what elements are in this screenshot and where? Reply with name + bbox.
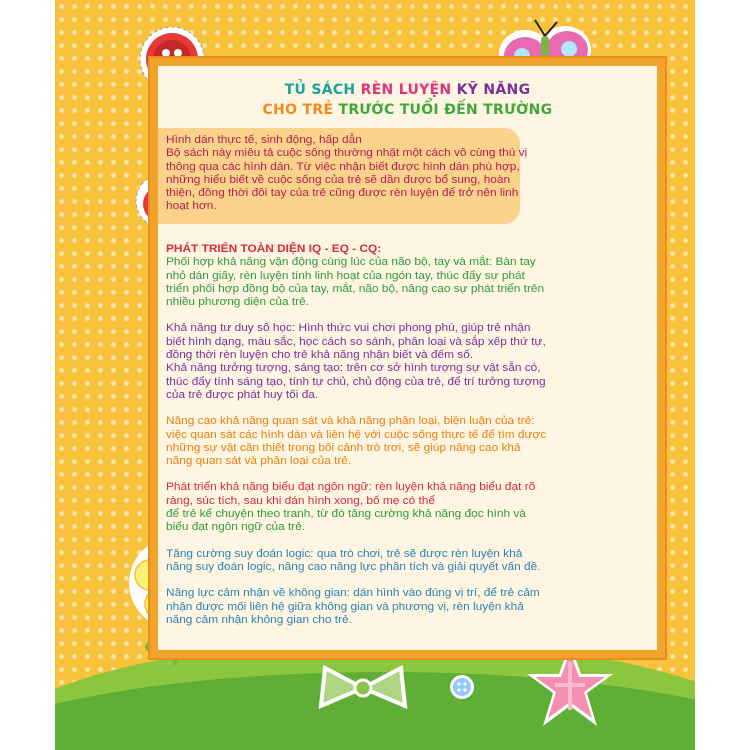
title-part: CHO TRẺ	[262, 102, 339, 118]
title-part: RÈN LUYỆN	[360, 82, 457, 98]
space-section	[166, 587, 548, 627]
book-page	[55, 0, 695, 750]
blue-button-sticker	[449, 674, 475, 700]
logic-section	[166, 548, 548, 575]
section-text: Năng lực cảm nhận về không gian: dán hình vào đúng vị trí, để trẻ cảm nhận được mối liên hệ giữa không gian và phương vị, rèn luyện khả năng cảm nhận không gian cho trẻ.	[166, 587, 540, 626]
title-part: KỸ NĂNG	[456, 82, 531, 98]
page-title-line-1	[158, 82, 657, 98]
section-text: Phát triển khả năng biểu đạt ngôn ngữ: rèn luyện khả năng biểu đạt rõ ràng, súc tích, sau khi dán hình xong, bố mẹ có thể	[166, 481, 536, 507]
intro-box	[158, 128, 528, 224]
section-text: Tăng cường suy đoán logic: qua trò chơi, trẻ sẽ được rèn luyện khả năng suy đoán logic, nâng cao năng lực phân tích và giải quyết vấn đề.	[166, 547, 541, 573]
page-title-line-2	[158, 102, 657, 118]
section-text: Khả năng tưởng tượng, sáng tạo: trên cơ sở hình tượng sự vật sẵn có, thúc đẩy tính sáng tạo, tính tự chủ, chủ động của trẻ, để trí tưởng tượng của trẻ được phát huy tối đa.	[166, 362, 546, 401]
section-text: Nâng cao khả năng quan sát và khả năng phân loại, biện luận của trẻ: việc quan sát các hình dán và liên hệ với cuộc sống thực tế để tìm được những sự vật cần thiết trong bối cảnh trò trơi, sẽ giúp nâng cao khả năng quan sát và phân loại của trẻ.	[166, 415, 547, 468]
express-section	[166, 481, 548, 534]
section-text: để trẻ kể chuyện theo tranh, từ đó tăng cường khả năng đọc hình và biểu đạt ngôn ngữ của trẻ.	[166, 508, 526, 534]
benefits-list	[166, 243, 547, 640]
intro-heading: Hình dán thực tế, sinh động, hấp dẫn	[166, 134, 362, 146]
math-section	[166, 322, 548, 402]
section-heading: PHÁT TRIỂN TOÀN DIỆN IQ - EQ - CQ:	[166, 243, 382, 255]
title-part: TỦ SÁCH	[284, 82, 361, 98]
development-section	[166, 243, 548, 309]
section-text: Khả năng tư duy số học: Hình thức vui chơi phong phú, giúp trẻ nhận biết hình dạng, màu sắc, học cách so sánh, phân loại và sắp xếp thứ tự, đồng thời rèn luyện cho trẻ khả năng nhận biết và đếm số.	[166, 322, 546, 362]
title-part: TRƯỚC TUỔI ĐẾN TRƯỜNG	[338, 102, 553, 118]
intro-text: Bộ sách này miêu tả cuộc sống thường nhật một cách vô cùng thú vị thông qua các hình dán. Từ việc nhận biết được hình dán phù hợp, những hiểu biết về cuộc sống của trẻ sẽ dần được bổ sung, hoàn thiện, đồng thời đôi tay của trẻ cũng được rèn luyện để trở nên linh hoạt hơn.	[166, 147, 528, 213]
content-panel	[150, 58, 665, 658]
section-text: Phối hợp khả năng vận động cùng lúc của não bộ, tay và mắt: Bàn tay nhỏ dán giấy, rèn luyện tính linh hoạt của ngón tay, thúc đẩy sự phát triển phối hợp đồng bộ của tay, mắt, não bộ, nâng cao sự phát triển trên nhiều phương diện của trẻ.	[166, 256, 545, 309]
bow-sticker	[313, 660, 413, 720]
observe-section	[166, 415, 548, 468]
